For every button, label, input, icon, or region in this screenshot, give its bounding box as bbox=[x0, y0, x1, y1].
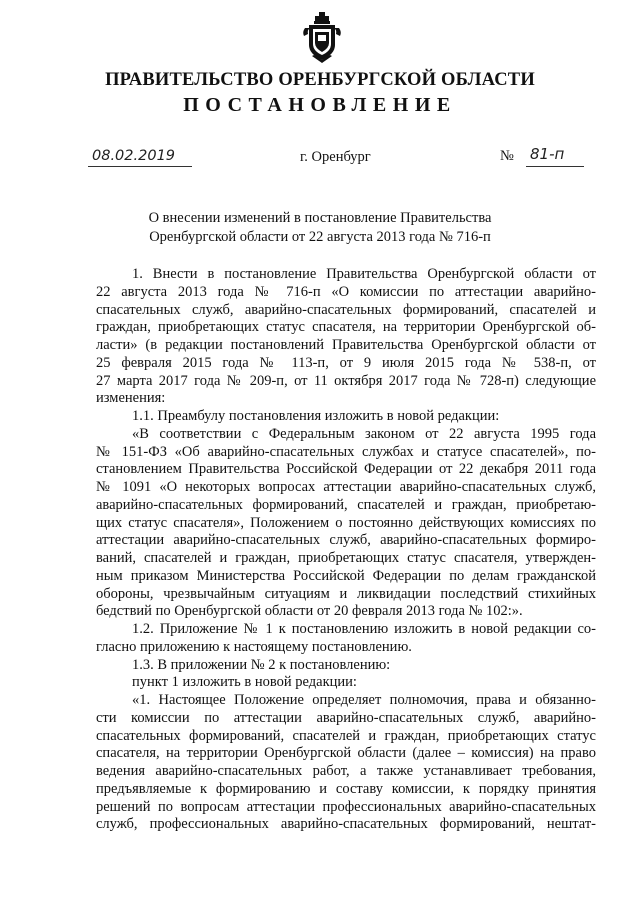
document-subject bbox=[0, 209, 640, 247]
body-line: пункт 1 изложить в новой редакции: bbox=[132, 674, 357, 691]
body-line: аттестации аварийно-спасательных служб, аварийно-спасательных формиро- bbox=[96, 532, 596, 549]
body-line: ведения аварийно-спасательных работ, а также устанавливает требования, bbox=[96, 763, 596, 779]
body-line: 22 августа 2013 года № 716-п «О комиссии по аттестации аварийно- bbox=[96, 283, 596, 300]
body-line: 27 марта 2017 года № 209-п, от 11 октября 2017 года № 728-п) следующие bbox=[96, 372, 596, 389]
body-line: 1. Внести в постановление Правительства Оренбургской области от bbox=[132, 266, 596, 282]
subject-line: Оренбургской области от 22 августа 2013 года № 716-п bbox=[149, 229, 491, 245]
body-line: № 1091 «О некоторых вопросах аттестации аварийно-спасательных служб, bbox=[96, 479, 596, 495]
body-line: предъявляемые к формированию и составу комиссии, к порядку принятия bbox=[96, 780, 596, 797]
body-line: гласно приложению к настоящему постановлению. bbox=[96, 638, 412, 655]
number-underline bbox=[526, 166, 584, 167]
body-line: решений по вопросам аттестации профессиональных аварийно-спасательных bbox=[96, 798, 596, 815]
number-label: № bbox=[500, 148, 514, 164]
body-line: бедствий по Оренбургской области от 20 февраля 2013 года № 102:». bbox=[96, 603, 523, 620]
body-line: спасательных формирований, спасателей и граждан, приобретающих статус bbox=[96, 727, 596, 744]
body-line: «1. Настоящее Положение определяет полномочия, права и обязанно- bbox=[132, 692, 596, 708]
body-line: ным приказом Министерства Российской Федерации по делам гражданской bbox=[96, 567, 596, 584]
organization-title: ПРАВИТЕЛЬСТВО ОРЕНБУРГСКОЙ ОБЛАСТИ bbox=[105, 70, 535, 90]
document-city: г. Оренбург bbox=[300, 149, 371, 165]
document-body bbox=[96, 266, 596, 834]
body-line: граждан, приобретающих статус спасателя, на территории Оренбургской об- bbox=[96, 319, 596, 336]
body-line: щих статус спасателя», Положением о постоянно действующих комиссиях по bbox=[96, 514, 596, 531]
body-line: № 151-ФЗ «Об аварийно-спасательных службах и статусе спасателей», по- bbox=[96, 443, 596, 460]
body-line: 1.2. Приложение № 1 к постановлению изложить в новой редакции со- bbox=[132, 621, 596, 637]
body-line: спасателя, на территории Оренбургской области (далее – комиссия) на право bbox=[96, 745, 596, 762]
document-number: 81-п bbox=[530, 145, 565, 163]
body-line: сти комиссии по аттестации аварийно-спасательных служб, аварийно- bbox=[96, 709, 596, 726]
subject-line: О внесении изменений в постановление Правительства bbox=[148, 210, 492, 226]
body-line: 1.3. В приложении № 2 к постановлению: bbox=[132, 656, 391, 673]
body-line: 25 февраля 2015 года № 113-п, от 9 июля 2015 года № 538-п, от bbox=[96, 354, 596, 371]
body-line: ласти» (в редакции постановлений Правительства Оренбургской области от bbox=[96, 337, 596, 353]
body-line: ваний, спасателей и граждан, приобретающих статус спасателя, утвержден- bbox=[96, 550, 596, 566]
date-underline bbox=[88, 166, 192, 167]
document-type: ПОСТАНОВЛЕНИЕ bbox=[183, 94, 457, 116]
body-line: становлением Правительства Российской Федерации от 22 декабря 2011 года bbox=[96, 461, 596, 478]
body-line: спасательных служб, аварийно-спасательных формирований, спасателей и bbox=[96, 301, 596, 318]
body-line: аварийно-спасательных формирований, спасателей и граждан, приобретаю- bbox=[96, 496, 596, 513]
body-line: обороны, чрезвычайным ситуациям и ликвидации последствий стихийных bbox=[96, 585, 596, 602]
coat-of-arms-icon bbox=[302, 12, 342, 64]
body-line: «В соответствии с Федеральным законом от 22 августа 1995 года bbox=[132, 425, 596, 442]
body-line: служб, профессиональных аварийно-спасательных формирований, нештат- bbox=[96, 816, 596, 833]
body-line: 1.1. Преамбулу постановления изложить в новой редакции: bbox=[132, 408, 500, 424]
body-line: изменения: bbox=[96, 390, 166, 407]
document-date: 08.02.2019 bbox=[92, 148, 176, 164]
